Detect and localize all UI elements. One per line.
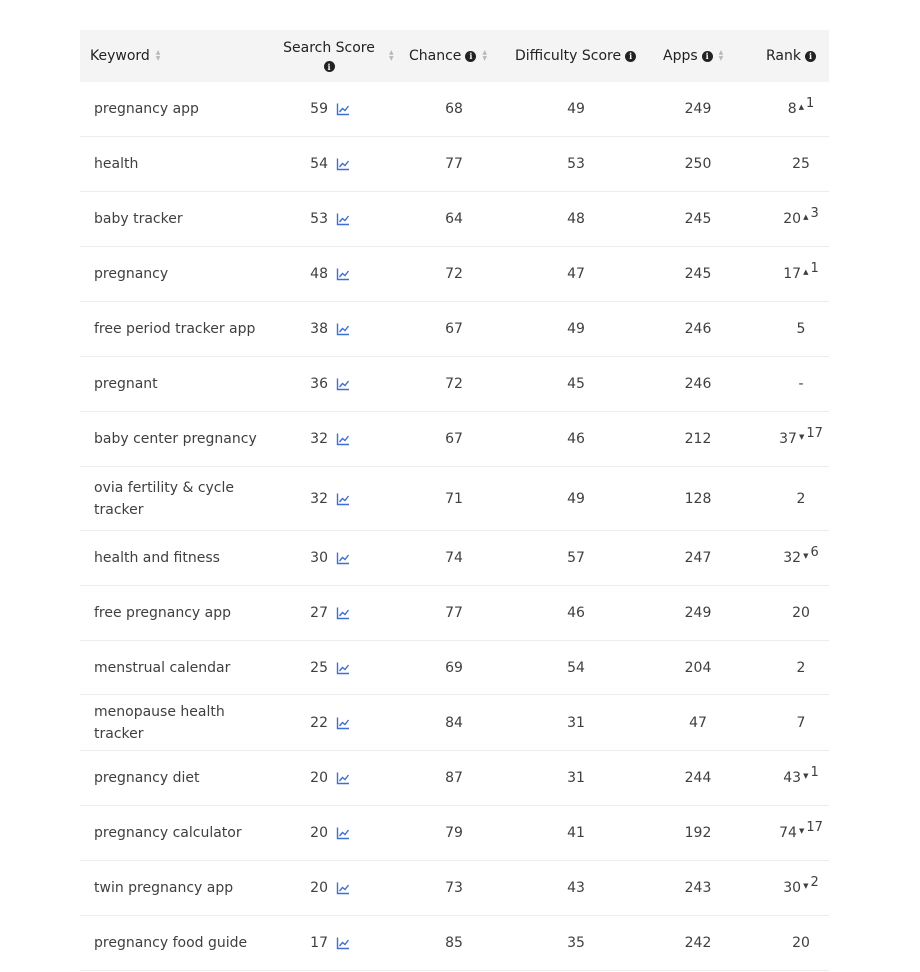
- keyword-cell[interactable]: pregnancy calculator: [94, 825, 242, 841]
- rank-change: 2: [810, 874, 819, 890]
- search-score-cell: 36: [310, 376, 328, 392]
- header-difficulty-label: Difficulty Score: [515, 48, 622, 64]
- search-score-cell: 20: [310, 770, 328, 786]
- rank-cell: [770, 751, 832, 805]
- rank-value: 7: [796, 714, 806, 731]
- search-score-cell: 59: [310, 101, 328, 117]
- sort-icon[interactable]: ▲ ▼: [482, 49, 488, 62]
- table-header: [80, 30, 829, 82]
- rank-cell: [770, 192, 832, 246]
- line-chart-icon[interactable]: [336, 192, 352, 246]
- rank-change: 3: [810, 205, 819, 221]
- difficulty-cell: 35: [567, 935, 585, 951]
- line-chart-icon[interactable]: [336, 137, 352, 191]
- header-rank[interactable]: [766, 30, 816, 82]
- rank-cell: [770, 641, 832, 694]
- line-chart-icon[interactable]: [336, 357, 352, 411]
- header-apps[interactable]: [663, 30, 723, 82]
- caret-down-icon: ▼: [798, 827, 805, 835]
- apps-cell: 246: [684, 321, 712, 337]
- rank-cell: [770, 861, 832, 915]
- header-search-score-label: Search Score: [283, 40, 375, 56]
- line-chart-icon[interactable]: [336, 82, 352, 136]
- difficulty-cell: 49: [567, 321, 585, 337]
- difficulty-cell: 53: [567, 156, 585, 172]
- search-score-cell: 22: [310, 714, 328, 731]
- difficulty-cell: 46: [567, 431, 585, 447]
- rank-value: 37: [779, 431, 797, 447]
- line-chart-icon[interactable]: [336, 641, 352, 694]
- keyword-cell[interactable]: free pregnancy app: [94, 605, 231, 621]
- search-score-cell: 27: [310, 605, 328, 621]
- search-score-cell: 25: [310, 659, 328, 676]
- apps-cell: 249: [684, 605, 712, 621]
- chance-cell: 72: [445, 266, 463, 282]
- chance-cell: 73: [445, 880, 463, 896]
- chance-cell: 85: [445, 935, 463, 951]
- apps-cell: 245: [684, 266, 712, 282]
- rank-value: 20: [792, 605, 810, 621]
- difficulty-cell: 47: [567, 266, 585, 282]
- apps-cell: 192: [684, 825, 712, 841]
- table-row[interactable]: [80, 467, 829, 531]
- apps-cell: 128: [684, 490, 712, 507]
- rank-cell: [770, 82, 832, 136]
- line-chart-icon[interactable]: [336, 302, 352, 356]
- caret-down-icon: ▼: [803, 552, 809, 560]
- keyword-cell[interactable]: pregnancy food guide: [94, 935, 248, 951]
- rank-value: 17: [783, 266, 802, 282]
- difficulty-cell: 49: [567, 101, 585, 117]
- keyword-cell[interactable]: health and fitness: [94, 550, 220, 566]
- search-score-cell: 20: [310, 880, 328, 896]
- chance-cell: 72: [445, 376, 463, 392]
- apps-cell: 204: [684, 659, 712, 676]
- table-row[interactable]: [80, 357, 829, 412]
- keyword-cell[interactable]: health: [94, 156, 139, 172]
- apps-cell: 47: [689, 714, 707, 731]
- sort-icon[interactable]: ▲ ▼: [718, 49, 724, 62]
- table-row[interactable]: [80, 586, 829, 641]
- caret-down-icon: ▼: [803, 772, 809, 780]
- caret-up-icon: ▲: [803, 268, 809, 276]
- chance-cell: 67: [445, 321, 463, 337]
- sort-icon[interactable]: ▲ ▼: [389, 49, 394, 62]
- table-row[interactable]: [80, 137, 829, 192]
- keyword-cell[interactable]: pregnancy app: [94, 101, 199, 117]
- rank-value: 20: [792, 935, 810, 951]
- info-icon[interactable]: i: [805, 51, 816, 62]
- difficulty-cell: 57: [567, 550, 585, 566]
- apps-cell: 246: [684, 376, 712, 392]
- table-body: [80, 82, 829, 971]
- apps-cell: 244: [684, 770, 712, 786]
- header-rank-label: Rank: [766, 48, 801, 64]
- keyword-cell[interactable]: twin pregnancy app: [94, 880, 234, 896]
- rank-change: 17: [806, 425, 823, 441]
- keyword-cell[interactable]: pregnant: [94, 376, 158, 392]
- table-row[interactable]: [80, 531, 829, 586]
- info-icon[interactable]: i: [702, 51, 713, 62]
- caret-up-icon: ▲: [798, 103, 805, 111]
- keyword-cell[interactable]: baby center pregnancy: [94, 431, 257, 447]
- search-score-cell: 32: [310, 431, 328, 447]
- chance-cell: 84: [445, 714, 463, 731]
- rank-value: 2: [796, 659, 806, 676]
- header-chance-label: Chance: [409, 48, 462, 64]
- search-score-cell: 32: [310, 490, 328, 507]
- chance-cell: 87: [445, 770, 463, 786]
- search-score-cell: 17: [310, 935, 328, 951]
- rank-cell: [770, 137, 832, 191]
- rank-change: 17: [806, 819, 823, 835]
- rank-cell: [770, 357, 832, 411]
- info-icon[interactable]: i: [465, 51, 476, 62]
- difficulty-cell: 43: [567, 880, 585, 896]
- apps-cell: 212: [684, 431, 712, 447]
- chance-cell: 77: [445, 605, 463, 621]
- rank-cell: [770, 695, 832, 750]
- apps-cell: 249: [684, 101, 712, 117]
- table-row[interactable]: [80, 412, 829, 467]
- rank-value: 30: [783, 880, 802, 896]
- rank-value: 8: [787, 101, 797, 117]
- apps-cell: 243: [684, 880, 712, 896]
- line-chart-icon[interactable]: [336, 916, 352, 970]
- search-score-cell: 54: [310, 156, 328, 172]
- line-chart-icon[interactable]: [336, 806, 352, 860]
- rank-cell: [770, 916, 832, 970]
- chance-cell: 67: [445, 431, 463, 447]
- info-icon[interactable]: i: [625, 51, 636, 62]
- search-score-cell: 48: [310, 266, 328, 282]
- chance-cell: 64: [445, 211, 463, 227]
- header-search-score-sort[interactable]: [383, 30, 394, 82]
- keyword-cell[interactable]: ovia fertility & cycle tracker: [94, 479, 234, 518]
- table-row[interactable]: [80, 192, 829, 247]
- sort-icon[interactable]: ▲ ▼: [155, 49, 161, 62]
- keyword-cell[interactable]: baby tracker: [94, 211, 183, 227]
- header-keyword-label: Keyword: [90, 48, 150, 64]
- difficulty-cell: 31: [567, 770, 585, 786]
- rank-cell: [770, 531, 832, 585]
- chance-cell: 71: [445, 490, 463, 507]
- apps-cell: 242: [684, 935, 712, 951]
- header-difficulty[interactable]: [515, 30, 636, 82]
- apps-cell: 245: [684, 211, 712, 227]
- chance-cell: 79: [445, 825, 463, 841]
- difficulty-cell: 46: [567, 605, 585, 621]
- rank-cell: [770, 586, 832, 640]
- keyword-cell[interactable]: pregnancy diet: [94, 770, 200, 786]
- header-keyword[interactable]: [90, 30, 160, 82]
- rank-value: 32: [783, 550, 802, 566]
- rank-cell: [770, 467, 832, 530]
- table-row[interactable]: [80, 861, 829, 916]
- table-row[interactable]: [80, 916, 829, 971]
- keyword-cell[interactable]: pregnancy: [94, 266, 169, 282]
- rank-value: 25: [792, 156, 810, 172]
- header-apps-label: Apps: [663, 48, 698, 64]
- chance-cell: 74: [445, 550, 463, 566]
- chance-cell: 77: [445, 156, 463, 172]
- rank-value: 5: [796, 321, 806, 337]
- difficulty-cell: 45: [567, 376, 585, 392]
- rank-cell: [770, 806, 832, 860]
- rank-cell: [770, 412, 832, 466]
- line-chart-icon[interactable]: [336, 751, 352, 805]
- line-chart-icon[interactable]: [336, 247, 352, 301]
- chance-cell: 69: [445, 659, 463, 676]
- search-score-cell: 30: [310, 550, 328, 566]
- rank-value: -: [798, 376, 804, 392]
- rank-value: 43: [783, 770, 802, 786]
- info-icon[interactable]: i: [324, 61, 335, 72]
- keyword-cell[interactable]: menopause health tracker: [94, 703, 225, 742]
- rank-cell: [770, 302, 832, 356]
- difficulty-cell: 41: [567, 825, 585, 841]
- table-row[interactable]: [80, 695, 829, 751]
- caret-down-icon: ▼: [803, 882, 809, 890]
- table-row[interactable]: [80, 641, 829, 695]
- line-chart-icon[interactable]: [336, 695, 352, 750]
- chance-cell: 68: [445, 101, 463, 117]
- rank-cell: [770, 247, 832, 301]
- apps-cell: 247: [684, 550, 712, 566]
- keyword-cell[interactable]: menstrual calendar: [94, 659, 231, 676]
- rank-change: 1: [806, 95, 815, 111]
- apps-cell: 250: [684, 156, 712, 172]
- table-row[interactable]: [80, 82, 829, 137]
- rank-change: 1: [810, 260, 819, 276]
- line-chart-icon[interactable]: [336, 467, 352, 530]
- search-score-cell: 53: [310, 211, 328, 227]
- line-chart-icon[interactable]: [336, 412, 352, 466]
- keyword-table: [80, 30, 829, 971]
- search-score-cell: 20: [310, 825, 328, 841]
- rank-change: 6: [810, 544, 819, 560]
- table-row[interactable]: [80, 806, 829, 861]
- line-chart-icon[interactable]: [336, 586, 352, 640]
- header-search-score[interactable]: [280, 30, 378, 82]
- rank-value: 2: [796, 490, 806, 507]
- difficulty-cell: 48: [567, 211, 585, 227]
- table-row[interactable]: [80, 247, 829, 302]
- difficulty-cell: 49: [567, 490, 585, 507]
- table-row[interactable]: [80, 302, 829, 357]
- caret-up-icon: ▲: [803, 213, 809, 221]
- rank-value: 20: [783, 211, 802, 227]
- header-chance[interactable]: [409, 30, 487, 82]
- table-row[interactable]: [80, 751, 829, 806]
- rank-change: 1: [810, 764, 819, 780]
- search-score-cell: 38: [310, 321, 328, 337]
- line-chart-icon[interactable]: [336, 531, 352, 585]
- difficulty-cell: 54: [567, 659, 585, 676]
- caret-down-icon: ▼: [798, 433, 805, 441]
- rank-value: 74: [779, 825, 797, 841]
- line-chart-icon[interactable]: [336, 861, 352, 915]
- keyword-cell[interactable]: free period tracker app: [94, 321, 256, 337]
- difficulty-cell: 31: [567, 714, 585, 731]
